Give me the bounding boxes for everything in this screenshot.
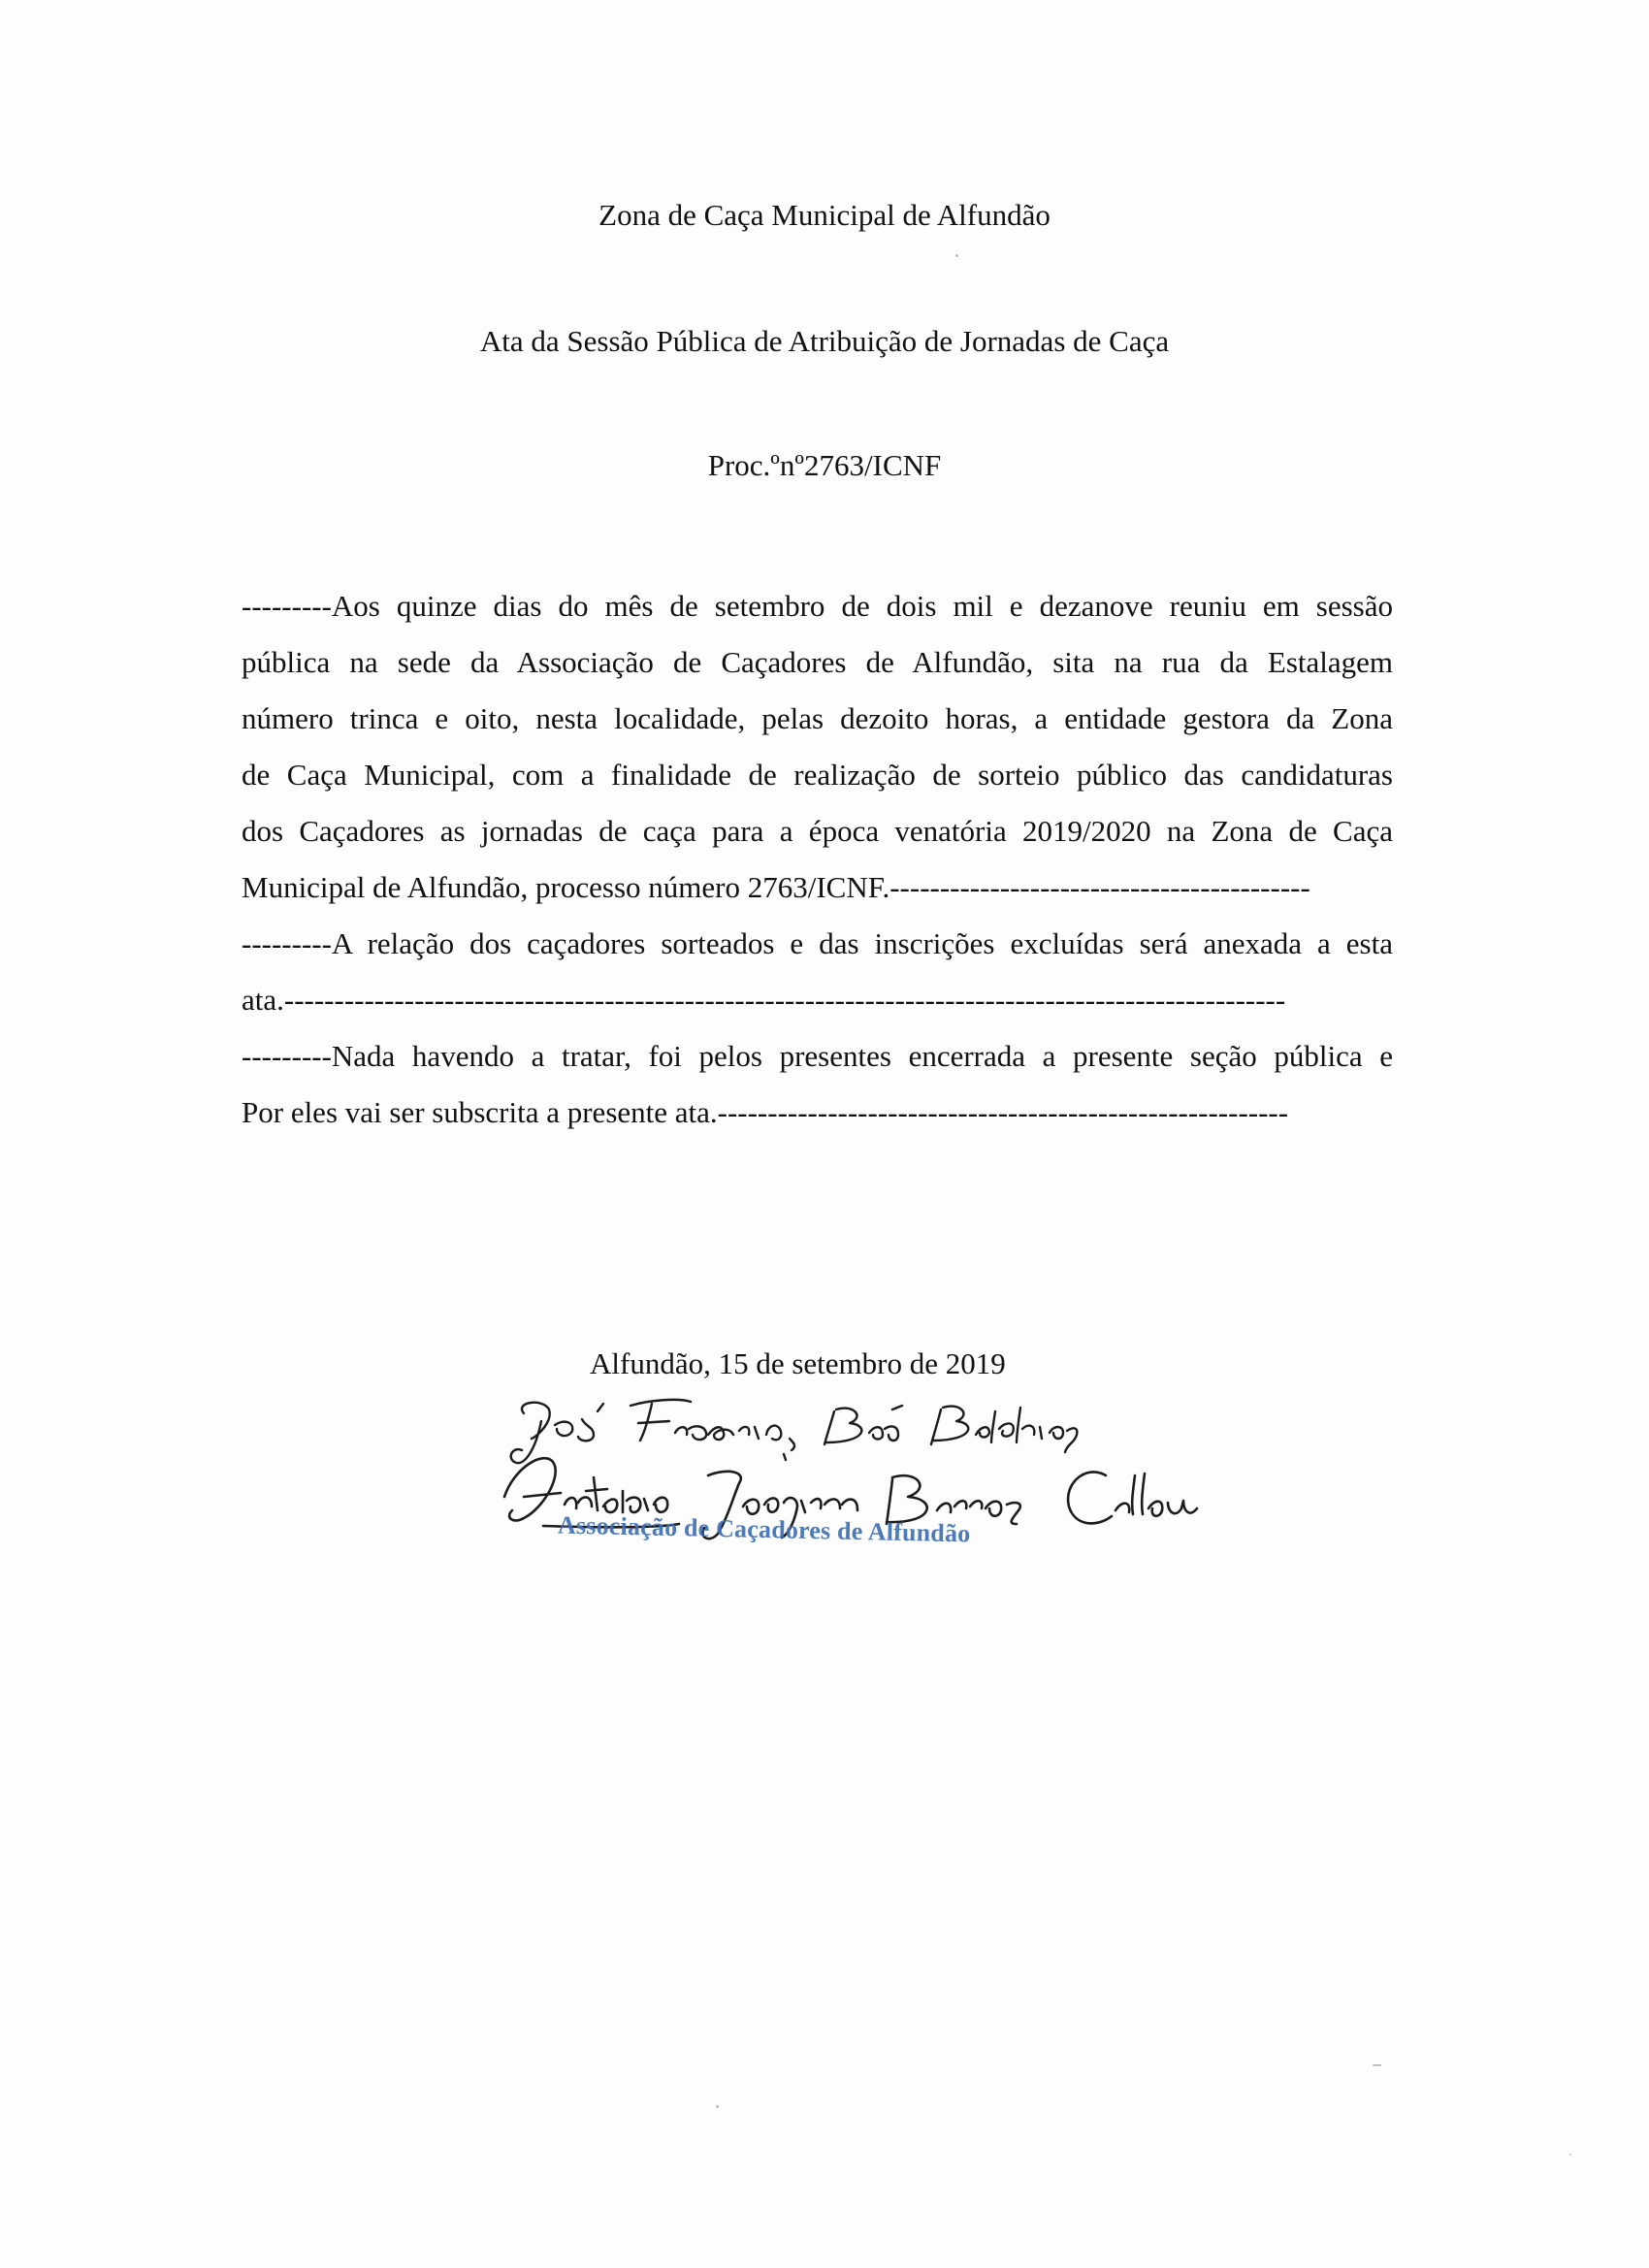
association-stamp: Associação de Caçadores de Alfundão bbox=[557, 1510, 971, 1548]
paragraph-closing bbox=[242, 1028, 1393, 1141]
scan-speck bbox=[1373, 2064, 1381, 2066]
text-line: pública na sede da Associação de Caçadores de Alfundão, sita na rua da Estalagem bbox=[242, 645, 1393, 679]
signatures bbox=[485, 1382, 1261, 1576]
scan-speck bbox=[1569, 2154, 1571, 2155]
document-title: Zona de Caça Municipal de Alfundão bbox=[598, 198, 1051, 232]
text-line: ata.---------------------------------------------------------------------------------------------------- bbox=[242, 983, 1286, 1017]
signature-line-1 bbox=[511, 1400, 1078, 1463]
text-line: ---------Aos quinze dias do mês de setembro de dois mil e dezanove reuniu em sessão bbox=[242, 589, 1393, 623]
text-line: ---------Nada havendo a tratar, foi pelos presentes encerrada a presente seção pública e bbox=[242, 1039, 1393, 1073]
process-reference: Proc.ºnº2763/ICNF bbox=[707, 448, 942, 482]
paragraph-annex-note bbox=[242, 916, 1393, 1028]
paragraph-session-opening bbox=[242, 578, 1393, 916]
text-line: dos Caçadores as jornadas de caça para a época venatória 2019/2020 na Zona de Caça bbox=[242, 814, 1393, 848]
scan-speck bbox=[955, 254, 958, 257]
minutes-body bbox=[242, 578, 1393, 1141]
text-line: ---------A relação dos caçadores sorteados e das inscrições excluídas será anexada a esta bbox=[242, 926, 1393, 960]
text-line: de Caça Municipal, com a finalidade de realização de sorteio público das candidaturas bbox=[242, 758, 1393, 792]
place-and-date: Alfundão, 15 de setembro de 2019 bbox=[590, 1346, 1006, 1380]
text-line: número trinca e oito, nesta localidade, pelas dezoito horas, a entidade gestora da Zona bbox=[242, 701, 1393, 735]
document-subtitle: Ata da Sessão Pública de Atribuição de Jornadas de Caça bbox=[479, 324, 1170, 358]
text-line: Por eles vai ser subscrita a presente ata.--------------------------------------------------------- bbox=[242, 1095, 1289, 1129]
text-line: Municipal de Alfundão, processo número 2763/ICNF.------------------------------------------ bbox=[242, 870, 1310, 904]
scan-speck bbox=[716, 2105, 719, 2108]
